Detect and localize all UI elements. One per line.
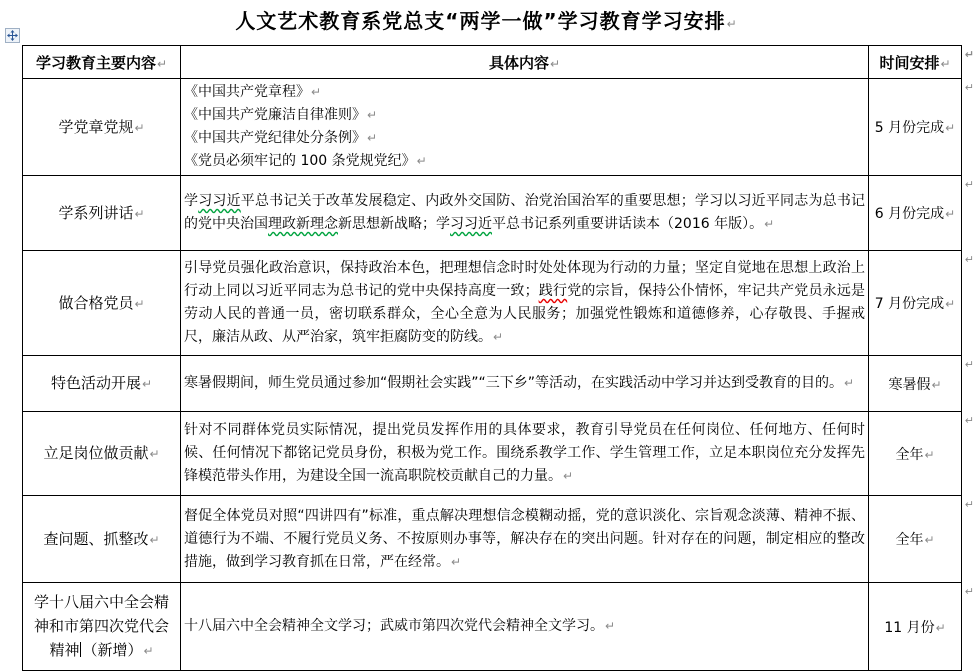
text-segment: 习习近 bbox=[450, 216, 492, 232]
content-paragraph bbox=[184, 127, 865, 150]
paragraph-mark-icon: ↵ bbox=[935, 620, 946, 635]
schedule-table bbox=[22, 45, 974, 671]
text-segment: 十八届六中全会精神全文学习；武威市第四次党代会精神全文学习。 bbox=[184, 618, 604, 634]
text-segment: 《中国共产党廉洁自律准则》 bbox=[184, 107, 366, 123]
paragraph-mark-icon: ↵ bbox=[945, 207, 956, 221]
text-segment: 新思想新战略；学 bbox=[338, 216, 450, 232]
paragraph-mark-icon: ↵ bbox=[844, 376, 855, 390]
paragraph-mark-icon: ↵ bbox=[311, 85, 322, 99]
text-segment: 特色活动开展 bbox=[50, 374, 141, 392]
content-paragraph bbox=[184, 81, 865, 104]
time-cell[interactable] bbox=[869, 496, 974, 583]
text-segment: 学系列讲话 bbox=[58, 203, 134, 222]
table-body bbox=[23, 79, 974, 671]
table-row bbox=[23, 583, 962, 671]
table-row bbox=[23, 412, 962, 496]
content-paragraph bbox=[184, 190, 865, 236]
topic-cell[interactable] bbox=[23, 251, 181, 356]
header-cell-content[interactable]: 具体内容↵ bbox=[181, 46, 869, 79]
paragraph-mark-icon: ↵ bbox=[940, 56, 951, 71]
text-segment: 学党章党规 bbox=[58, 117, 134, 136]
table-row bbox=[23, 356, 962, 412]
text-segment: 《党员必须牢记的 100 条党规党纪》 bbox=[184, 153, 416, 169]
time-text: 7 月份完成 bbox=[874, 296, 945, 312]
content-paragraph bbox=[184, 257, 865, 349]
text-segment: 平总书记关于改革发展稳定、内政外交国防、治党治国治军的重要思想；学习以习近平同志为总书记的党中央治国 bbox=[184, 193, 866, 232]
content-cell[interactable] bbox=[181, 583, 869, 671]
table-row bbox=[23, 79, 962, 176]
time-cell[interactable] bbox=[869, 356, 974, 412]
time-text: 6 月份完成 bbox=[874, 206, 945, 222]
paragraph-mark-icon: ↵ bbox=[764, 217, 775, 231]
header-cell-time[interactable]: 时间安排↵ ↵ bbox=[869, 46, 962, 79]
paragraph-mark-icon: ↵ bbox=[141, 377, 153, 391]
time-text: 寒暑假 bbox=[888, 376, 931, 393]
time-cell[interactable] bbox=[869, 583, 974, 671]
content-cell[interactable] bbox=[181, 79, 869, 176]
content-paragraph bbox=[184, 104, 865, 127]
table-row bbox=[23, 496, 962, 583]
text-segment: 习习近 bbox=[198, 193, 241, 209]
move-arrows-icon bbox=[7, 30, 18, 41]
paragraph-mark-icon: ↵ bbox=[924, 447, 935, 462]
paragraph-mark-icon: ↵ bbox=[549, 56, 561, 71]
time-text: 全年 bbox=[895, 532, 924, 548]
topic-cell[interactable] bbox=[23, 79, 181, 176]
text-segment: 学十八届六中全会精神和市第四次党代会精神 bbox=[33, 593, 169, 659]
paragraph-mark-icon: ↵ bbox=[945, 297, 956, 311]
table-header-row bbox=[23, 46, 962, 79]
text-segment: 《中国共产党章程》 bbox=[184, 84, 310, 100]
content-paragraph bbox=[184, 372, 865, 395]
content-cell[interactable] bbox=[181, 251, 869, 356]
table-row bbox=[23, 176, 962, 251]
time-cell[interactable] bbox=[869, 412, 974, 496]
topic-cell[interactable] bbox=[23, 356, 181, 412]
table-row bbox=[23, 251, 962, 356]
paragraph-mark-icon: ↵ bbox=[493, 330, 504, 344]
paragraph-mark-icon: ↵ bbox=[931, 377, 942, 392]
row-end-mark-icon: ↵ bbox=[964, 498, 974, 511]
row-end-mark-icon: ↵ bbox=[964, 414, 974, 427]
table-move-handle-icon[interactable] bbox=[5, 28, 20, 43]
paragraph-mark-icon: ↵ bbox=[149, 532, 160, 547]
text-segment: 党的宗旨，保持公仆情怀，牢记共产党员永远是劳动人民的普通一员，密切联系群众，全心全意为人民服务；加强党性锻炼和道德修养，心存敬畏、手握戒尺，廉洁从政、从严治家，筑牢拒腐防变的防线。 bbox=[184, 283, 866, 345]
time-text: 全年 bbox=[895, 446, 924, 463]
paragraph-mark-icon: ↵ bbox=[924, 533, 935, 547]
text-segment: 《中国共产党纪律处分条例》 bbox=[184, 130, 366, 146]
content-paragraph bbox=[184, 615, 865, 638]
header-cell-topic[interactable]: 学习教育主要内容↵ bbox=[23, 46, 181, 79]
paragraph-mark-icon: ↵ bbox=[416, 154, 427, 168]
row-end-mark-icon: ↵ bbox=[964, 253, 974, 266]
topic-cell[interactable] bbox=[23, 583, 181, 671]
paragraph-mark-icon: ↵ bbox=[367, 131, 378, 145]
content-paragraph bbox=[184, 505, 865, 574]
document-title[interactable] bbox=[0, 5, 973, 34]
row-end-mark-icon: ↵ bbox=[964, 358, 974, 371]
text-segment: 理政新理念 bbox=[268, 216, 338, 232]
time-cell[interactable] bbox=[869, 251, 974, 356]
time-cell[interactable] bbox=[869, 176, 974, 251]
content-cell[interactable] bbox=[181, 496, 869, 583]
paragraph-mark-icon: ↵ bbox=[134, 120, 145, 135]
topic-cell[interactable] bbox=[23, 176, 181, 251]
text-segment: 寒暑假期间，师生党员通过参加“假期社会实践”“三下乡”等活动，在实践活动中学习并达到受教育的目的。 bbox=[184, 375, 844, 391]
time-text: 11 月份 bbox=[884, 619, 935, 636]
text-segment: 立足岗位做贡献 bbox=[43, 444, 149, 462]
content-paragraph bbox=[184, 419, 865, 488]
paragraph-mark-icon: ↵ bbox=[451, 554, 462, 569]
text-segment: （新增） bbox=[82, 641, 143, 659]
text-segment: 践行 bbox=[538, 283, 568, 299]
text-segment: 针对不同群体党员实际情况，提出党员发挥作用的具体要求，教育引导党员在任何岗位、任何地方、任何时候、任何情况下都铭记党员身份，积极为党工作。围绕系教学工作、学生管理工作，立足本职岗位充分发挥先锋模范带头作用，为建设全国一流高职院校贡献自己的力量。 bbox=[184, 422, 865, 484]
row-end-mark-icon: ↵ bbox=[964, 585, 974, 598]
text-segment: 学 bbox=[184, 193, 199, 209]
topic-cell[interactable] bbox=[23, 496, 181, 583]
time-text: 5 月份完成 bbox=[874, 120, 945, 136]
paragraph-mark-icon: ↵ bbox=[149, 447, 160, 461]
document-title-text: 人文艺术教育系党总支“两学一做”学习教育学习安排 bbox=[235, 9, 726, 33]
paragraph-mark-icon: ↵ bbox=[156, 56, 168, 71]
paragraph-mark-icon: ↵ bbox=[134, 206, 145, 221]
content-cell[interactable] bbox=[181, 412, 869, 496]
paragraph-mark-icon: ↵ bbox=[945, 121, 956, 135]
text-segment: 引导党员强化政治意识，保持政治本色，把理想信念时时处处体现为行动的力量；坚定自觉地在思想上政治上行动上同以习近平同志为总书记的党中央保持高度一致； bbox=[184, 260, 865, 299]
text-segment: 督促全体党员对照“四讲四有”标准，重点解决理想信念模糊动摇，党的意识淡化、宗旨观念淡薄、精神不振、道德行为不端、不履行党员义务、不按原则办事等，解决存在的突出问题。针对存在的问题，制定相应的整改措施，做到学习教育抓在日常，严在经常。 bbox=[184, 507, 865, 570]
time-cell[interactable] bbox=[869, 79, 974, 176]
row-end-mark-icon: ↵ bbox=[964, 178, 974, 191]
paragraph-mark-icon: ↵ bbox=[134, 296, 145, 311]
topic-cell[interactable] bbox=[23, 412, 181, 496]
paragraph-mark-icon: ↵ bbox=[143, 644, 154, 658]
paragraph-mark-icon: ↵ bbox=[726, 17, 738, 31]
text-segment: 平总书记系列重要讲话读本（2016 年版）。 bbox=[492, 216, 764, 232]
content-cell[interactable] bbox=[181, 176, 869, 251]
content-cell[interactable] bbox=[181, 356, 869, 412]
text-segment: 查问题、抓整改 bbox=[43, 529, 149, 548]
paragraph-mark-icon: ↵ bbox=[367, 108, 378, 122]
text-segment: 做合格党员 bbox=[58, 293, 134, 312]
paragraph-mark-icon: ↵ bbox=[605, 619, 616, 633]
content-paragraph bbox=[184, 150, 865, 173]
row-end-mark-icon: ↵ bbox=[964, 81, 974, 94]
row-end-mark-icon: ↵ bbox=[964, 48, 974, 61]
paragraph-mark-icon: ↵ bbox=[563, 469, 574, 483]
